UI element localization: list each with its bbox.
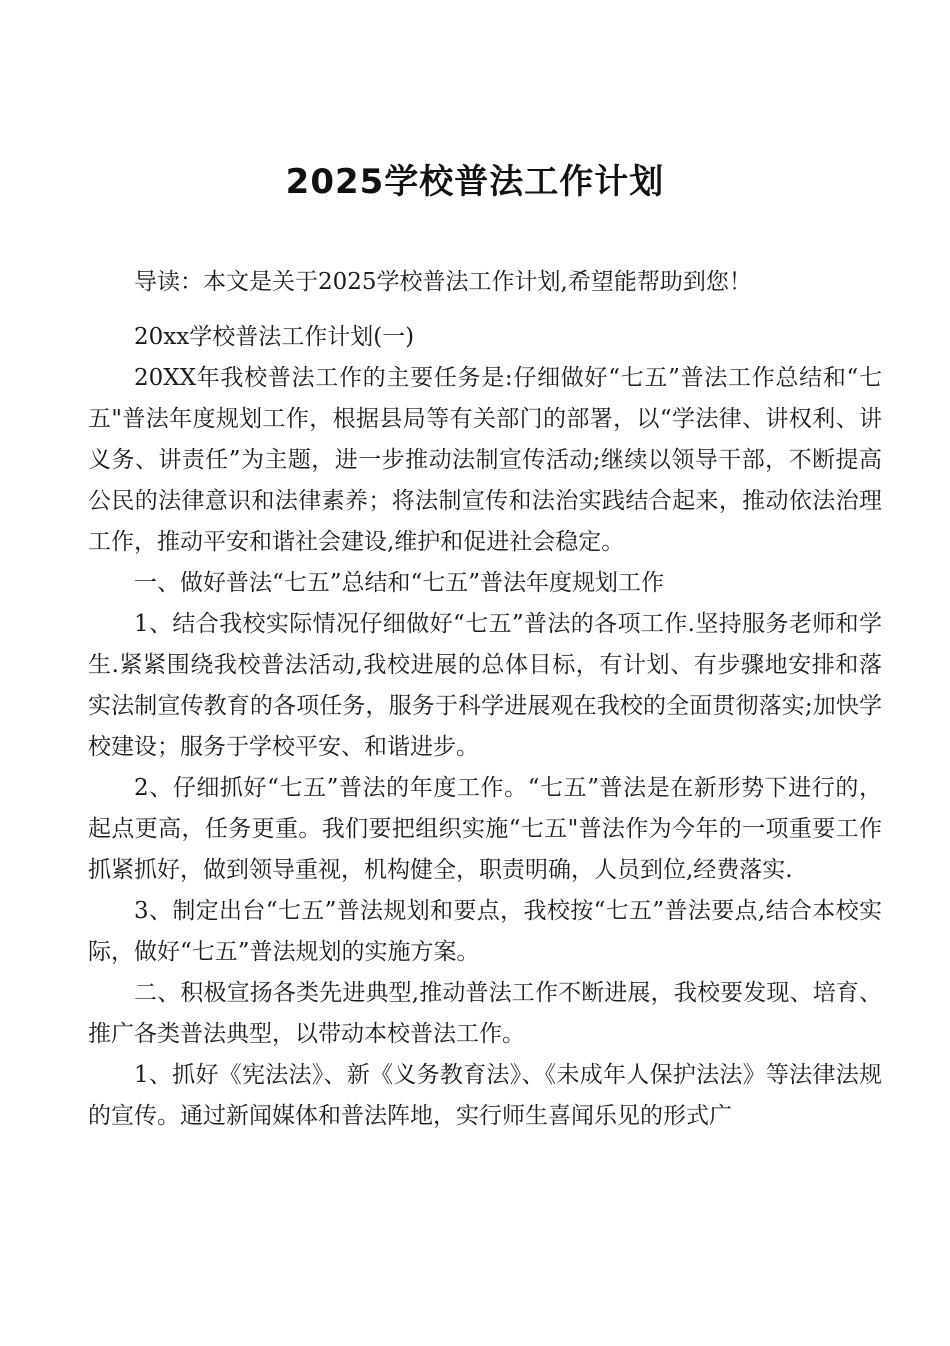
paragraph-item-2: 2、仔细抓好“七五”普法的年度工作。“七五”普法是在新形势下进行的，起点更高，任务更重。我们要把组织实施“七五"普法作为今年的一项重要工作抓紧抓好，做到领导重视，机构健全，职责明确，人员到位,经费落实.: [88, 775, 882, 883]
document-title: 2025学校普法工作计划: [285, 162, 665, 202]
paragraph-main-tasks: 20XX年我校普法工作的主要任务是:仔细做好“七五”普法工作总结和“七五"普法年度规划工作，根据县局等有关部门的部署，以“学法律、讲权利、讲义务、讲责任”为主题，进一步推动法制宣传活动;继续以领导干部，不断提高公民的法律意识和法律素养；将法制宣传和法治实践结合起来，推动依法治理工作，推动平安和谐社会建设,维护和促进社会稳定。: [88, 365, 882, 555]
intro-paragraph: 导读：本文是关于2025学校普法工作计划,希望能帮助到您！: [134, 269, 752, 295]
paragraph-item-3: 3、制定出台“七五”普法规划和要点，我校按“七五”普法要点,结合本校实际，做好“七五”普法规划的实施方案。: [88, 898, 882, 965]
paragraph-item-1: 1、结合我校实际情况仔细做好“七五”普法的各项工作.坚持服务老师和学生.紧紧围绕我校普法活动,我校进展的总体目标，有计划、有步骤地安排和落实法制宣传教育的各项任务，服务于科学进展观在我校的全面贯彻落实;加快学校建设；服务于学校平安、和谐进步。: [88, 611, 882, 760]
paragraph-item-2-1: 1、抓好《宪法法》、新《义务教育法》、《未成年人保护法法》等法律法规的宣传。通过新闻媒体和普法阵地，实行师生喜闻乐见的形式广: [88, 1062, 882, 1129]
document-body: [88, 262, 882, 1137]
section-heading-one: 一、做好普法“七五”总结和“七五”普法年度规划工作: [134, 570, 665, 596]
section-heading-plan-one: 20xx学校普法工作计划(一): [134, 324, 415, 350]
section-heading-two: 二、积极宣扬各类先进典型,推动普法工作不断进展，我校要发现、培育、推广各类普法典型，以带动本校普法工作。: [88, 980, 882, 1047]
